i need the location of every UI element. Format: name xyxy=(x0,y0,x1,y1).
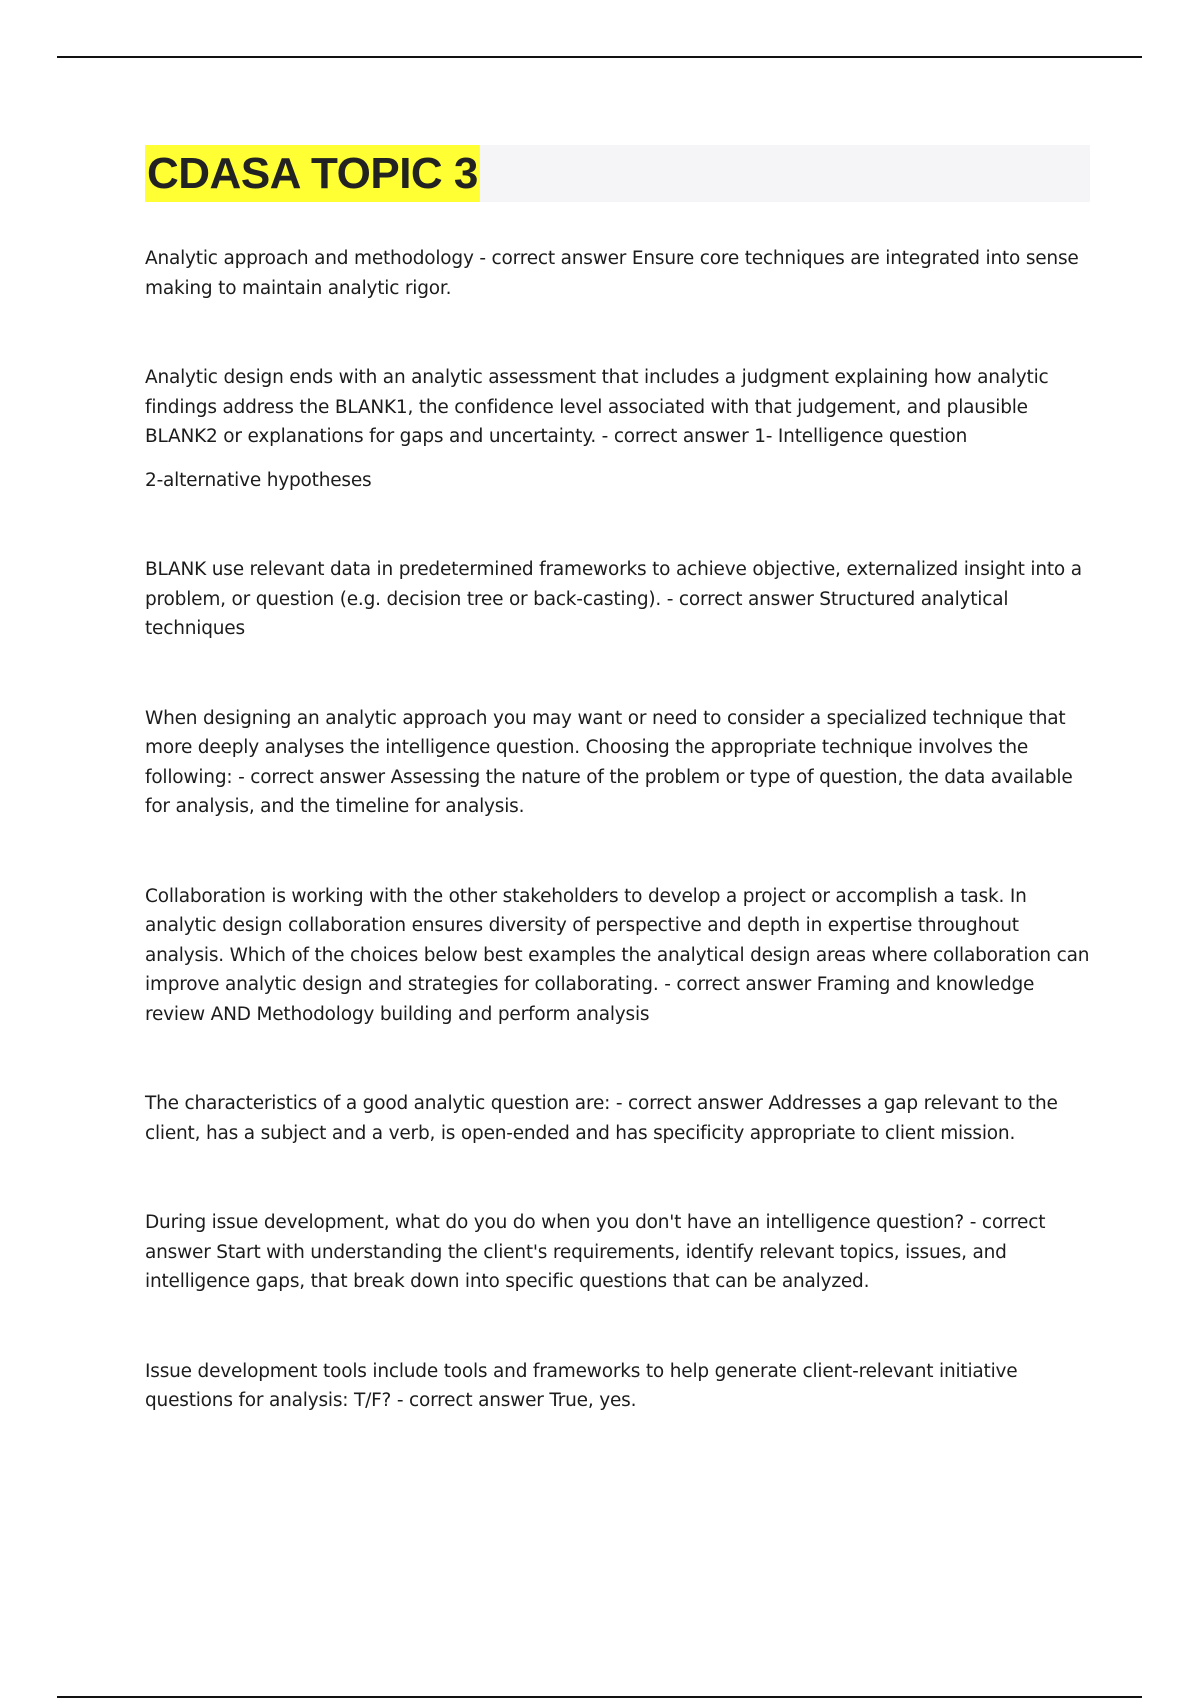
qa-text: When designing an analytic approach you may want or need to consider a specialized technique that more deeply analyses the intelligence question. Choosing the appropriate technique involves the following: - correct answer Assessing the nature of the problem or type of question, the data available for analysis, and the timeline for analysis. xyxy=(145,707,1073,817)
bottom-rule xyxy=(57,1696,1142,1698)
qa-text: Issue development tools include tools and frameworks to help generate client-relevant initiative questions for analysis: T/F? - correct answer True, yes. xyxy=(145,1360,1018,1411)
qa-entry xyxy=(145,244,1090,303)
qa-text: Collaboration is working with the other stakeholders to develop a project or accomplish a task. In analytic design collaboration ensures diversity of perspective and depth in expertise throughout analysis. Which of the choices below best examples the analytical design areas where collaboration can improve analytic design and strategies for collaborating. - correct answer Framing and knowledge review AND Methodology building and perform analysis xyxy=(145,885,1090,1025)
qa-entry xyxy=(145,1089,1090,1148)
qa-text: During issue development, what do you do when you don't have an intelligence question? - correct answer Start with understanding the client's requirements, identify relevant topics, issues, and intelligence gaps, that break down into specific questions that can be analyzed. xyxy=(145,1212,1046,1292)
qa-entry xyxy=(145,555,1090,644)
document-title: CDASA TOPIC 3 xyxy=(145,145,480,202)
qa-entry xyxy=(145,1357,1090,1416)
qa-entry xyxy=(145,1208,1090,1297)
qa-entry xyxy=(145,704,1090,822)
qa-text-continuation: 2-alternative hypotheses xyxy=(145,469,372,491)
qa-text: Analytic approach and methodology - correct answer Ensure core techniques are integrated into sense making to maintain analytic rigor. xyxy=(145,248,1079,299)
qa-text: Analytic design ends with an analytic assessment that includes a judgment explaining how analytic findings address the BLANK1, the confidence level associated with that judgement, and plausible BLANK2 or explanations for gaps and uncertainty. - correct answer 1- Intelligence question xyxy=(145,367,1049,447)
qa-text: The characteristics of a good analytic question are: - correct answer Addresses a gap relevant to the client, has a subject and a verb, is open-ended and has specificity appropriate to client mission. xyxy=(145,1093,1058,1144)
top-rule xyxy=(57,56,1142,58)
qa-entry xyxy=(145,363,1090,495)
qa-entry xyxy=(145,882,1090,1030)
document-body xyxy=(145,244,1090,1476)
qa-text: BLANK use relevant data in predetermined frameworks to achieve objective, externalized insight into a problem, or question (e.g. decision tree or back-casting). - correct answer Structured analytical techniques xyxy=(145,559,1082,639)
